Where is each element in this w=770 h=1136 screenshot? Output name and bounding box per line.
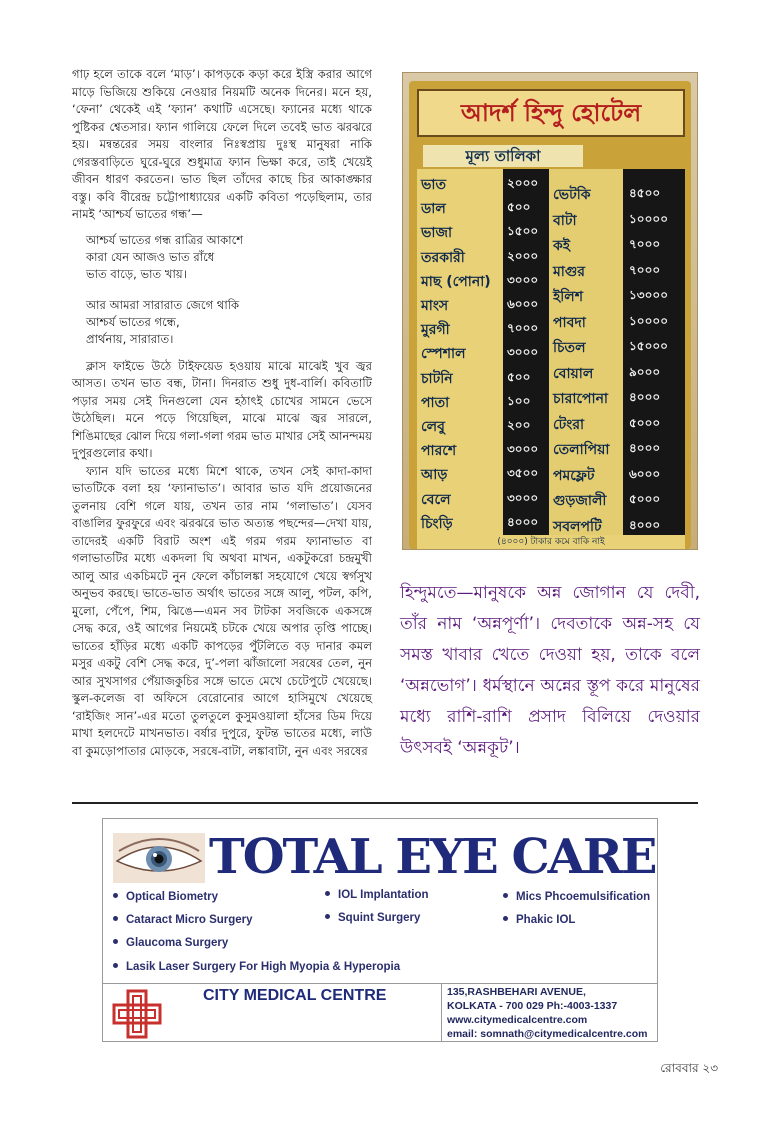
- service-item: Squint Surgery: [325, 912, 420, 924]
- board-item-left: আড়: [421, 467, 448, 484]
- board-item-left: চাটনি: [421, 370, 453, 387]
- board-price-right: ৪৫০০: [629, 186, 661, 200]
- article-paragraph: ক্লাস ফাইভে উঠে টাইফয়েড হওয়ায় মাঝে মাঝেই খুব জ্বর আসত। তখন ভাত বন্ধ, টানা। দিনরাত শুধু দুধ-বার্লি। কবিতাটি পড়ার সময় সেই দিনগুলো যেন হঠাৎই চোখের সামনে ভেসে উঠেছিল। মনে পড়ে গিয়েছিল, মাঝে মাঝে জ্বর সারলে, শিঙিমাছের ঝোল দিয়ে গলা-গলা গরম ভাত মাখার সেই আনন্দময় দুপুরগুলোর কথা।: [72, 358, 372, 460]
- poem-block: [86, 232, 372, 348]
- bullet-icon: [113, 893, 118, 898]
- board-price-left: ২০০০: [507, 176, 539, 190]
- board-item-left: লেবু: [421, 419, 445, 435]
- poem-line: আশ্চর্য ভাতের গন্ধে,: [86, 314, 180, 329]
- board-item-left: মুরগী: [421, 322, 450, 339]
- board-item-left: পাতা: [421, 394, 450, 411]
- board-price-right: ৯০০০: [629, 364, 661, 379]
- ad-divider: [103, 983, 657, 984]
- board-price-right: ১৩০০০: [629, 288, 668, 302]
- board-item-left: স্পেশাল: [421, 346, 466, 363]
- board-item-right: পাবদা: [553, 314, 586, 331]
- centre-name: CITY MEDICAL CENTRE: [203, 987, 387, 1004]
- service-item: IOL Implantation: [325, 889, 429, 901]
- eye-care-advertisement: [102, 818, 658, 1042]
- board-item-left: তরকারী: [421, 249, 465, 266]
- board-price-left: ২০০০: [507, 248, 539, 263]
- board-item-right: ইলিশ: [553, 289, 584, 305]
- eye-image: [113, 833, 205, 883]
- board-price-right: ১০০০০: [629, 211, 668, 226]
- page-footer: রোববার ২৩: [660, 1061, 718, 1075]
- service-item: Phakic IOL: [503, 914, 575, 926]
- board-item-right: বাটা: [553, 212, 577, 229]
- poem-stanza-gap: [86, 283, 372, 297]
- board-price-left: ৩০০০: [507, 345, 539, 360]
- poem-line: আশ্চর্য ভাতের গন্ধ রাত্রির আকাশে: [86, 232, 244, 247]
- board-price-right: ৪০০০: [629, 441, 661, 455]
- board-item-right: চিতল: [553, 340, 586, 356]
- board-price-left: ৩৫০০: [507, 466, 539, 481]
- board-item-right: বোয়াল: [553, 365, 594, 382]
- poem-line: ভাত বাড়ে, ভাত খায়।: [86, 266, 187, 281]
- board-item-left: মাংস: [421, 298, 449, 314]
- article-body: [72, 66, 372, 760]
- website-link[interactable]: www.citymedicalcentre.com: [447, 1014, 588, 1026]
- board-item-left: পারশে: [421, 443, 457, 460]
- board-item-right: পমফ্লেট: [553, 467, 595, 484]
- board-item-left: মাছ (পোনা): [421, 273, 491, 290]
- board-item-left: ডাল: [421, 201, 446, 218]
- service-item: Lasik Laser Surgery For High Myopia & Hyperopia: [113, 961, 400, 973]
- pull-quote: হিন্দুমতে—মানুষকে অন্ন জোগান যে দেবী, তাঁর নাম ‘অন্নপূর্ণা’। দেবতাকে অন্ন-সহ যে সমস্ত খাবার খেতে দেওয়া হয়, তাকে বলে ‘অন্নভোগ’। ধর্মস্থানে অন্নের স্তূপ করে মানুষের মধ্যে রাশি-রাশি প্রসাদ বিলিয়ে দেওয়ার উৎসবই ‘অন্নকূট’।: [400, 583, 700, 758]
- board-item-right: সবলপটি: [553, 518, 602, 535]
- medical-cross-logo: [111, 989, 163, 1039]
- hotel-price-board-photo: [402, 72, 698, 550]
- board-subhead: মূল্য তালিকা: [423, 145, 583, 167]
- board-price-left: ৩০০০: [507, 490, 539, 505]
- bullet-icon: [113, 939, 118, 944]
- section-divider: [72, 802, 698, 804]
- board-item-left: বেলে: [421, 491, 451, 508]
- poem-line: প্রার্থনায়, সারারাত।: [86, 331, 174, 346]
- board-price-left: ৩০০০: [507, 442, 539, 457]
- poem-line: আর আমরা সারারাত জেগে থাকি: [86, 297, 240, 312]
- board-price-right: ৬০০০: [629, 466, 661, 481]
- board-item-right: তেলাপিয়া: [553, 442, 610, 458]
- board-item-left: ভাজা: [421, 225, 453, 242]
- board-item-right: কই: [553, 238, 571, 254]
- address-line: 135,RASHBEHARI AVENUE,: [447, 986, 586, 998]
- board-item-right: ভেটকি: [553, 187, 591, 203]
- board-price-right: ৭০০০: [629, 262, 661, 277]
- board-footer: (৪০০০) টাকার কমে বাকি নাই: [417, 535, 685, 549]
- board-price-left: ৪০০০: [507, 514, 539, 529]
- bullet-icon: [325, 891, 330, 896]
- bullet-icon: [503, 916, 508, 921]
- board-price-right: ৫০০০: [629, 492, 661, 506]
- board-price-left: ৫০০: [507, 200, 531, 215]
- ad-title: TOTAL EYE CARE: [209, 829, 656, 885]
- board-item-right: গুড়জালী: [553, 493, 607, 509]
- board-price-left: ১৫০০: [507, 224, 539, 239]
- board-price-left: ৩০০০: [507, 272, 539, 287]
- bullet-icon: [113, 963, 118, 968]
- board-price-right: ৪০০০: [629, 517, 661, 532]
- board-item-right: টেংরা: [553, 416, 585, 433]
- board-price-left: ৬০০০: [507, 297, 539, 311]
- board-price-right: ৪০০০: [629, 390, 661, 404]
- board-price-left: ৭০০০: [507, 321, 539, 336]
- article-paragraph: ফ্যান যদি ভাতের মধ্যে মিশে থাকে, তখন সেই কাদা-কাদা ভাতটিকে বলা হয় ‘ফ্যানাভাত’। আবার ভাত যদি প্রয়োজনের তুলনায় বেশি গলে যায়, তখন তার নাম ‘গলাভাত’। যেসব বাঙালির ফুরফুরে এবং ঝরঝরে ভাত অত্যন্ত পছন্দের—দেখা যায়, তাদেরই একটি বিরাট অংশ এই গরম গরম ফ্যানাভাত বা গলাভাতটির মধ্যে একদলা ঘি অথবা মাখন, একটুকরো চন্দ্রমুখী আলু আর একচিমটে নুন ফেলে কাঁচালঙ্কা সহযোগে খেয়ে স্বর্গসুখ অনুভব করছে। ভাতে-ভাত অর্থাৎ ভাতের সঙ্গে আলু, পটল, কপি, মুলো, পেঁপে, শিম, ঝিঙে—এমন সব টাটকা সবজিকে একসঙ্গে সেদ্ধ করে, ওই আগের নিয়মেই চটকে খেয়ে অপার তৃপ্তি পাচ্ছে। ভাতের হাঁড়ির মধ্যে একটি কাপড়ের পুঁটলিতে বড় দানার কমল মসুর একটু বেশি সেদ্ধ করে, দু’-পলা ঝাঁজালো সরষের তেল, নুন আর সুখসাগর পেঁয়াজকুচির সঙ্গে ভাতে মেখে চেটেপুটে খেয়েছে। স্কুল-কলেজ বা অফিসে বেরোনোর আগে হাসিমুখে খেয়েছে ‘রাইজিং সান’-এর মতো তুলতুলে কুসুমওয়ালা হাঁসের ডিম দিয়ে মাখা হলদেটে মাখনভাত। বর্ষার দুপুরে, ফুটন্ত ভাতের মধ্যে, লাউ বা কুমড়োপাতার মোড়কে, সরষে-বাটা, লঙ্কাবাটা, নুন এবং সরষের: [72, 463, 372, 758]
- board-price-left: ২০০: [507, 418, 531, 432]
- board-price-right: ১০০০০: [629, 313, 668, 328]
- board-price-right: ৫০০০: [629, 415, 661, 430]
- ad-vertical-divider: [441, 983, 442, 1041]
- bullet-icon: [113, 916, 118, 921]
- email-link[interactable]: email: somnath@citymedicalcentre.com: [447, 1028, 648, 1040]
- board-item-left: চিংড়ি: [421, 515, 453, 532]
- board-item-right: চারাপোনা: [553, 391, 608, 407]
- bullet-icon: [325, 914, 330, 919]
- board-price-right: ১৫০০০: [629, 339, 668, 353]
- board-sign-title: আদর্শ হিন্দু হোটেল: [417, 89, 685, 137]
- contact-block: [447, 985, 647, 1041]
- article-paragraph: গাঢ় হলে তাকে বলে ‘মাড়’। কাপড়কে কড়া করে ইস্ত্রি করার আগে মাড়ে ভিজিয়ে শুকিয়ে নেওয়ার নিয়মটি অনেক দিনের। মনে হয়, ‘ফেনা’ থেকেই এই ‘ফ্যান’ কথাটি এসেছে। ফ্যানের মধ্যে থাকে পুষ্টিকর শ্বেতসার। ফ্যান গালিয়ে ফেলে দিলে তবেই ভাত ঝরঝরে হয়। মন্বন্তরের সময় বাংলার নিঃস্বপ্রায় দুঃস্থ মানুষরা নাকি গেরস্তবাড়িতে ঘুরে-ঘুরে শুধুমাত্র ফ্যান ভিক্ষা করে, তাই খেয়েই জীবন ধারণ করতেন। ভাত ছিল তাঁদের কাছে চির আকাঙ্ক্ষার বস্তু। কবি বীরেন্দ্র চট্টোপাধ্যায়ের একটি কবিতা পড়েছিলাম, তার নামই ‘আশ্চর্য ভাতের গন্ধ’—: [72, 67, 372, 221]
- board-price-right: ৭০০০: [629, 237, 661, 251]
- board-item-right: মাগুর: [553, 263, 585, 280]
- service-item: Cataract Micro Surgery: [113, 914, 253, 926]
- address-line: KOLKATA - 700 029 Ph:-4003-1337: [447, 1000, 618, 1012]
- service-item: Glaucoma Surgery: [113, 937, 228, 949]
- poem-line: কারা যেন আজও ভাত রাঁধে: [86, 249, 215, 264]
- service-item: Mics Phcoemulsification: [503, 891, 650, 903]
- board-item-left: ভাত: [421, 177, 446, 193]
- board-price-left: ১০০: [507, 393, 531, 408]
- service-item: Optical Biometry: [113, 891, 218, 903]
- bullet-icon: [503, 893, 508, 898]
- board-price-left: ৫০০: [507, 369, 531, 384]
